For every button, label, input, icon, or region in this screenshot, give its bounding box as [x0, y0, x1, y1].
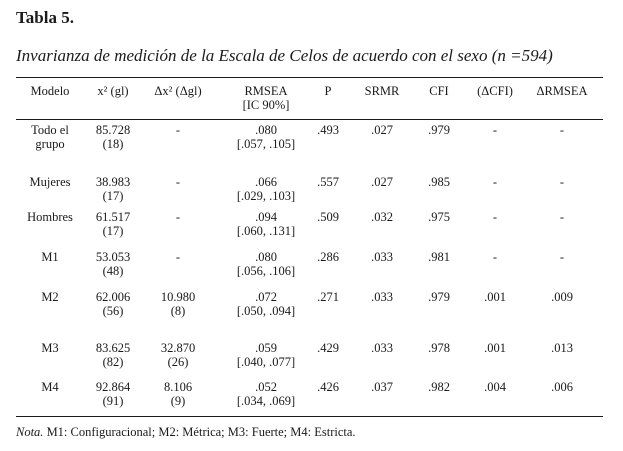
cell-rmsea: .080 [.057, .105] — [236, 123, 296, 151]
cell-cfi: .975 — [428, 210, 450, 224]
cell-x2: 92.864 (91) — [95, 380, 131, 408]
cell-delta-x2: 10.980 (8) — [160, 290, 196, 318]
note-text: M1: Configuracional; M2: Métrica; M3: Fuerte; M4: Estricta. — [43, 425, 356, 439]
cell-modelo: M1 — [41, 250, 59, 264]
cell-rmsea: .052 [.034, .069] — [236, 380, 296, 408]
cell-p: .286 — [317, 250, 339, 264]
cell-modelo: M3 — [41, 341, 59, 355]
cell-delta-x2: 8.106 (9) — [163, 380, 193, 408]
table-number: Tabla 5. — [16, 8, 74, 27]
cell-rmsea: .059 [.040, .077] — [236, 341, 296, 369]
cell-modelo: Mujeres — [29, 175, 71, 189]
cell-delta-cfi: - — [492, 210, 498, 224]
cell-delta-x2: - — [175, 210, 181, 224]
cell-p: .493 — [317, 123, 339, 137]
cell-modelo: M2 — [41, 290, 59, 304]
cell-rmsea: .080 [.056, .106] — [236, 250, 296, 278]
table-title: Invarianza de medición de la Escala de Celos de acuerdo con el sexo (n =594) — [16, 46, 553, 65]
header-rmsea: RMSEA [IC 90%] — [242, 84, 290, 112]
cell-delta-cfi: .001 — [484, 341, 506, 355]
header-cfi: CFI — [429, 84, 449, 98]
top-rule — [16, 77, 603, 78]
cell-delta-cfi: - — [492, 175, 498, 189]
cell-delta-x2: 32.870 (26) — [160, 341, 196, 369]
cell-srmr: .033 — [371, 250, 393, 264]
header-p: P — [324, 84, 332, 98]
cell-cfi: .979 — [428, 123, 450, 137]
bottom-rule — [16, 416, 603, 417]
cell-delta-rmsea: - — [559, 175, 565, 189]
cell-x2: 83.625 (82) — [95, 341, 131, 369]
cell-delta-cfi: - — [492, 123, 498, 137]
cell-delta-x2: - — [175, 175, 181, 189]
cell-srmr: .027 — [371, 123, 393, 137]
cell-delta-rmsea: - — [559, 250, 565, 264]
header-srmr: SRMR — [364, 84, 400, 98]
cell-x2: 85.728 (18) — [95, 123, 131, 151]
cell-p: .429 — [317, 341, 339, 355]
cell-delta-cfi: - — [492, 250, 498, 264]
cell-delta-rmsea: .013 — [551, 341, 573, 355]
cell-rmsea: .072 [.050, .094] — [236, 290, 296, 318]
cell-modelo: Hombres — [27, 210, 73, 224]
cell-cfi: .982 — [428, 380, 450, 394]
cell-x2: 38.983 (17) — [95, 175, 131, 203]
cell-srmr: .033 — [371, 290, 393, 304]
table-note — [16, 424, 356, 440]
header-rule — [16, 119, 603, 120]
cell-p: .557 — [317, 175, 339, 189]
header-delta-rmsea: ΔRMSEA — [536, 84, 588, 98]
cell-cfi: .985 — [428, 175, 450, 189]
note-label: Nota. — [16, 425, 44, 439]
cell-delta-x2: - — [175, 250, 181, 264]
cell-srmr: .032 — [371, 210, 393, 224]
cell-delta-x2: - — [175, 123, 181, 137]
cell-p: .271 — [317, 290, 339, 304]
cell-x2: 62.006 (56) — [95, 290, 131, 318]
cell-modelo: Todo el grupo — [31, 123, 69, 151]
cell-delta-cfi: .004 — [484, 380, 506, 394]
header-delta-cfi: (ΔCFI) — [477, 84, 513, 98]
header-modelo: Modelo — [30, 84, 70, 98]
cell-srmr: .027 — [371, 175, 393, 189]
cell-rmsea: .066 [.029, .103] — [236, 175, 296, 203]
cell-cfi: .981 — [428, 250, 450, 264]
header-x2: x² (gl) — [97, 84, 129, 98]
cell-p: .426 — [317, 380, 339, 394]
cell-srmr: .033 — [371, 341, 393, 355]
cell-delta-rmsea: - — [559, 123, 565, 137]
cell-x2: 61.517 (17) — [95, 210, 131, 238]
cell-delta-rmsea: .006 — [551, 380, 573, 394]
cell-delta-rmsea: .009 — [551, 290, 573, 304]
cell-srmr: .037 — [371, 380, 393, 394]
cell-cfi: .978 — [428, 341, 450, 355]
cell-x2: 53.053 (48) — [95, 250, 131, 278]
cell-delta-cfi: .001 — [484, 290, 506, 304]
cell-cfi: .979 — [428, 290, 450, 304]
cell-p: .509 — [317, 210, 339, 224]
cell-delta-rmsea: - — [559, 210, 565, 224]
header-delta-x2: Δx² (Δgl) — [154, 84, 202, 98]
cell-rmsea: .094 [.060, .131] — [236, 210, 296, 238]
cell-modelo: M4 — [41, 380, 59, 394]
